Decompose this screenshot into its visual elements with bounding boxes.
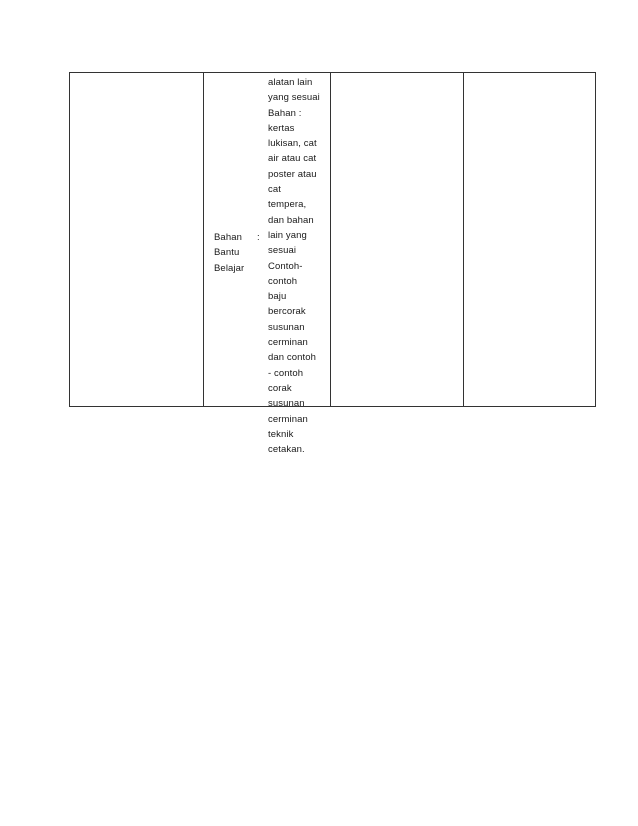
- label-line: Bahan: [214, 232, 242, 243]
- content-line: lain yang: [268, 229, 307, 241]
- content-line: air atau cat: [268, 153, 317, 165]
- content-line: tempera,: [268, 199, 307, 211]
- content-line: kertas: [268, 122, 295, 134]
- lesson-plan-table: [69, 72, 596, 456]
- content-line: alatan lain: [268, 77, 313, 88]
- content-line: susunan: [268, 398, 305, 410]
- content-line: lukisan, cat: [268, 138, 317, 150]
- content-line: bercorak: [268, 306, 306, 318]
- content-line: cerminan: [268, 413, 308, 425]
- column-divider-1: [203, 73, 204, 406]
- column-divider-3: [463, 73, 464, 406]
- content-line: - contoh: [268, 367, 304, 379]
- label-line: Bantu: [214, 247, 240, 259]
- content-line: corak: [268, 382, 292, 394]
- content-line: teknik: [268, 428, 294, 440]
- content-line: Bahan :: [268, 107, 302, 119]
- content-line: dan bahan: [268, 214, 314, 226]
- label-colon: :: [257, 232, 260, 243]
- content-line: cerminan: [268, 337, 308, 349]
- content-line: sesuai: [268, 245, 297, 257]
- label-line: Belajar: [214, 262, 245, 274]
- content-line: cat: [268, 184, 281, 196]
- content-line: yang sesuai: [268, 92, 320, 104]
- content-line: poster atau: [268, 168, 317, 180]
- content-line: Contoh-: [268, 260, 303, 272]
- materials-cell-content: [268, 75, 330, 457]
- content-line: susunan: [268, 321, 305, 333]
- content-line: contoh: [268, 275, 298, 287]
- content-line: baju: [268, 291, 287, 303]
- content-line: cetakan.: [268, 444, 305, 456]
- column-divider-2: [330, 73, 331, 406]
- content-line: dan contoh: [268, 352, 317, 364]
